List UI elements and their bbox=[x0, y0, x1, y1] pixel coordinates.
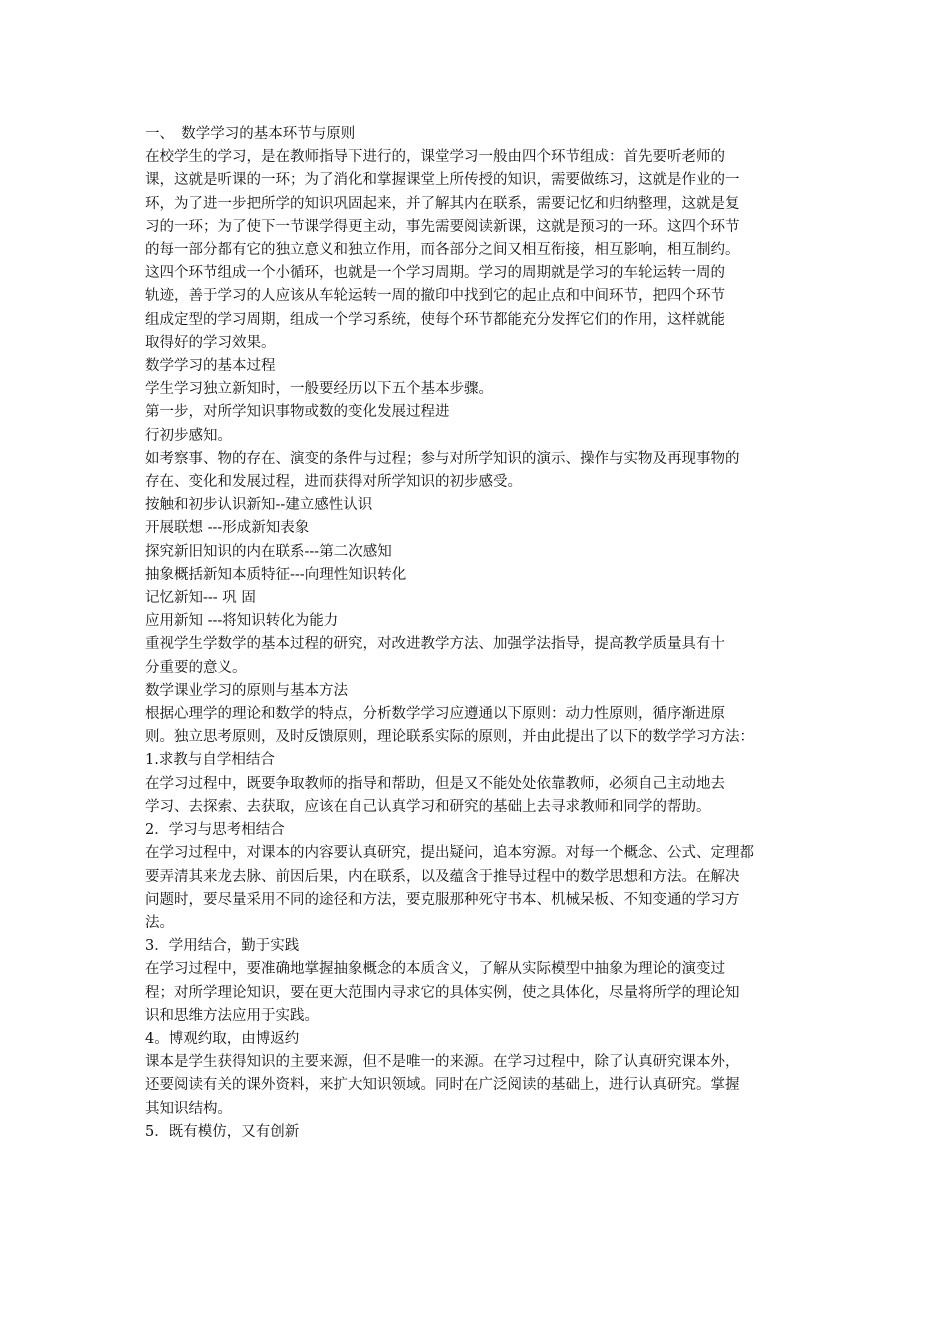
section-heading: 一、 数学学习的基本环节与原则 bbox=[145, 126, 356, 142]
text-line: 探究新旧知识的内在联系---第二次感知 bbox=[145, 543, 392, 560]
text-line: 则。独立思考原则，及时反馈原则，理论联系实际的原则，并由此提出了以下的数学学习方法： bbox=[145, 729, 754, 746]
text-line: 分重要的意义。 bbox=[145, 659, 247, 676]
text-line: 重视学生学数学的基本过程的研究，对改进教学方法、加强学法指导，提高教学质量具有十 bbox=[145, 636, 725, 653]
text-line: 在学习过程中，对课本的内容要认真研究，提出疑问，追本穷源。对每一个概念、公式、定理都 bbox=[145, 845, 754, 862]
text-line: 课，这就是听课的一环；为了消化和掌握课堂上所传授的知识，需要做练习，这就是作业的一 bbox=[145, 172, 740, 189]
text-line: 记忆新知--- 巩 固 bbox=[145, 590, 256, 607]
text-line: 学习、去探索、去获取，应该在自己认真学习和研究的基础上去寻求教师和同学的帮助。 bbox=[145, 798, 711, 815]
text-line: 根据心理学的理论和数学的特点，分析数学学习应遵通以下原则：动力性原则，循序渐进原 bbox=[145, 706, 725, 723]
text-line: 存在、变化和发展过程，进而获得对所学知识的初步感受。 bbox=[145, 474, 522, 491]
document-body bbox=[145, 123, 817, 1144]
text-line: 数学课业学习的原则与基本方法 bbox=[145, 682, 348, 699]
text-line: 取得好的学习效果。 bbox=[145, 334, 276, 351]
text-line: 这四个环节组成一个小循环，也就是一个学习周期。学习的周期就是学习的车轮运转一周的 bbox=[145, 265, 725, 282]
text-line: 识和思维方法应用于实践。 bbox=[145, 1007, 319, 1024]
text-line: 组成定型的学习周期，组成一个学习系统，使每个环节都能充分发挥它们的作用，这样就能 bbox=[145, 311, 725, 328]
text-line: 课本是学生获得知识的主要来源，但不是唯一的来源。在学习过程中，除了认真研究课本外， bbox=[145, 1054, 740, 1071]
text-line: 第一步，对所学知识事物或数的变化发展过程进 bbox=[145, 404, 450, 421]
text-line: 在校学生的学习，是在教师指导下进行的，课堂学习一般由四个环节组成：首先要听老师的 bbox=[145, 149, 725, 166]
text-line: 4。博观约取，由博返约 bbox=[145, 1030, 300, 1047]
text-line: 习的一环；为了使下一节课学得更主动，事先需要阅读新课，这就是预习的一环。这四个环节 bbox=[145, 218, 740, 235]
text-line: 3．学用结合，勤于实践 bbox=[145, 938, 300, 955]
text-line: 抽象概括新知本质特征---向理性知识转化 bbox=[145, 566, 407, 583]
text-line: 程；对所学理论知识，要在更大范围内寻求它的具体实例，使之具体化，尽量将所学的理论知 bbox=[145, 984, 740, 1001]
text-line: 数学学习的基本过程 bbox=[145, 358, 276, 375]
text-line: 法。 bbox=[145, 914, 174, 931]
text-line: 1.求教与自学相结合 bbox=[145, 752, 275, 769]
text-line: 开展联想 ---形成新知表象 bbox=[145, 520, 310, 537]
text-line: 问题时，要尽量采用不同的途径和方法，要克服那种死守书本、机械呆板、不知变通的学习方 bbox=[145, 891, 740, 908]
text-line: 还要阅读有关的课外资料，来扩大知识领域。同时在广泛阅读的基础上，进行认真研究。掌握 bbox=[145, 1077, 740, 1094]
text-line: 按触和初步认识新知--建立感性认识 bbox=[145, 497, 373, 514]
text-line: 环，为了进一步把所学的知识巩固起来，并了解其内在联系，需要记忆和归纳整理，这就是复 bbox=[145, 195, 740, 212]
text-line: 如考察事、物的存在、演变的条件与过程；参与对所学知识的演示、操作与实物及再现事物的 bbox=[145, 450, 740, 467]
text-line: 在学习过程中，要准确地掌握抽象概念的本质含义，了解从实际模型中抽象为理论的演变过 bbox=[145, 961, 725, 978]
text-line: 轨迹，善于学习的人应该从车轮运转一周的撤印中找到它的起止点和中间环节，把四个环节 bbox=[145, 288, 725, 305]
text-line: 5．既有模仿，又有创新 bbox=[145, 1123, 300, 1140]
text-line: 的每一部分都有它的独立意义和独立作用，而各部分之间又相互衔接，相互影响，相互制约。 bbox=[145, 242, 740, 259]
text-line: 在学习过程中，既要争取教师的指导和帮助，但是又不能处处依靠教师，必须自己主动地去 bbox=[145, 775, 725, 792]
text-line: 行初步感知。 bbox=[145, 427, 232, 444]
text-line: 应用新知 ---将知识转化为能力 bbox=[145, 613, 339, 630]
text-line: 要弄清其来龙去脉、前因后果，内在联系，以及蕴含于推导过程中的数学思想和方法。在解决 bbox=[145, 868, 740, 885]
text-line: 其知识结构。 bbox=[145, 1100, 232, 1117]
text-line: 学生学习独立新知时，一般要经历以下五个基本步骤。 bbox=[145, 381, 493, 398]
text-line: 2．学习与思考相结合 bbox=[145, 822, 285, 839]
